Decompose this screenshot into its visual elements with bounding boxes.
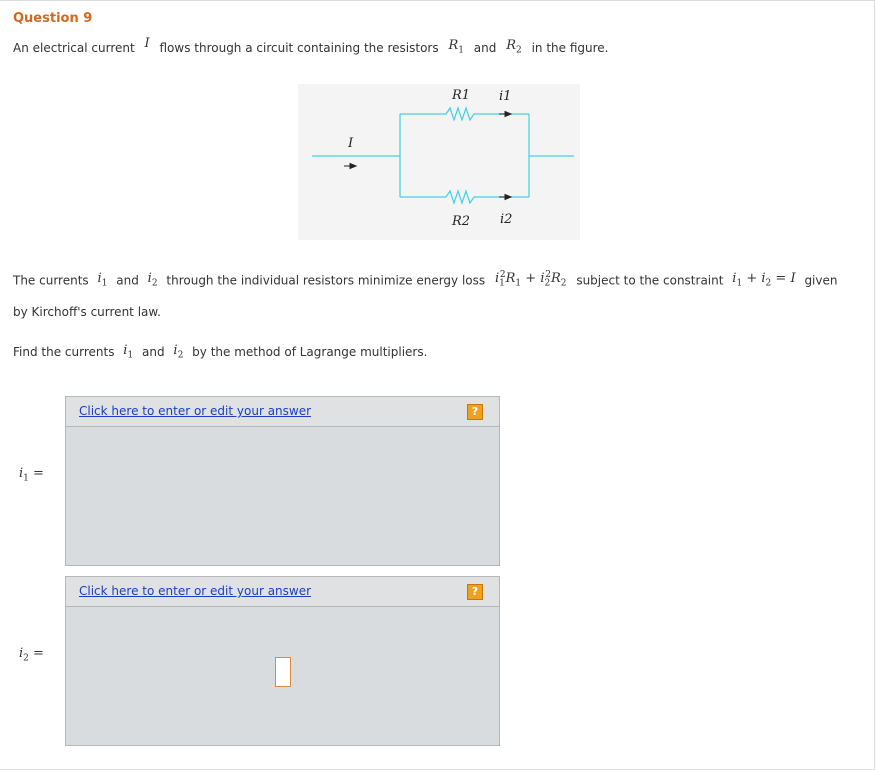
current-I-arrow-head: [350, 164, 356, 169]
i1-symbol-2: $i_1$: [123, 343, 134, 361]
circuit-diagram: [298, 84, 580, 240]
intro-and: and: [473, 41, 497, 55]
body1-and: and: [116, 273, 139, 288]
intro-line: [13, 36, 609, 59]
current-symbol: I: [144, 36, 150, 51]
answer-i1-box[interactable]: [65, 396, 500, 566]
intro-text-c: in the figure.: [531, 41, 609, 55]
label-I: I: [348, 136, 354, 151]
energy-loss-expression: $i_1^2R_1 + i_2^2R_2$: [494, 270, 567, 289]
body-line-3: [13, 345, 427, 363]
answer-i2-edit-link[interactable]: Click here to enter or edit your answer: [79, 584, 312, 598]
body-line-1: [13, 272, 837, 291]
label-R1: R1: [452, 88, 471, 103]
resistor1-symbol: $R_1$: [448, 38, 464, 56]
label-i2: i2: [500, 212, 513, 227]
question-title: Question 9: [13, 11, 93, 26]
circuit-figure: [298, 84, 580, 240]
constraint-expression: $i_1 + i_2 = I$: [732, 271, 796, 289]
body1-text-a: The currents: [13, 273, 89, 288]
resistor2-symbol: $R_2$: [506, 38, 522, 56]
i2-symbol-2: $i_2$: [173, 343, 184, 361]
i2-symbol: $i_2$: [147, 271, 158, 289]
intro-text-a: An electrical current: [13, 41, 135, 55]
label-R2: R2: [452, 214, 471, 229]
body1-text-d: given: [804, 273, 838, 288]
body3-text-a: Find the currents: [13, 345, 115, 359]
label-i1: i1: [499, 89, 512, 104]
intro-text-b: flows through a circuit containing the resistors: [159, 41, 439, 55]
answer-i2-box[interactable]: [65, 576, 500, 746]
body1-text-c: subject to the constraint: [576, 273, 724, 288]
body3-and: and: [142, 345, 165, 359]
answer-i2-input-cursor[interactable]: [275, 657, 291, 687]
body1-text-b: through the individual resistors minimize energy loss: [166, 273, 486, 288]
current-i2-arrow-head: [505, 195, 511, 200]
body-line-2: by Kirchoff's current law.: [13, 305, 161, 319]
answer-i1-help-icon[interactable]: ?: [467, 404, 483, 420]
i1-symbol: $i_1$: [97, 271, 108, 289]
answer-i1-header: [66, 397, 499, 427]
answer-i2-help-icon[interactable]: ?: [467, 584, 483, 600]
answer-i1-label: $i_1$ =: [19, 466, 44, 484]
answer-i2-label: $i_2$ =: [19, 646, 44, 664]
answer-i1-edit-link[interactable]: Click here to enter or edit your answer: [79, 404, 312, 418]
current-i1-arrow-head: [505, 112, 511, 117]
answer-i2-header: [66, 577, 499, 607]
body3-text-b: by the method of Lagrange multipliers.: [192, 345, 428, 359]
